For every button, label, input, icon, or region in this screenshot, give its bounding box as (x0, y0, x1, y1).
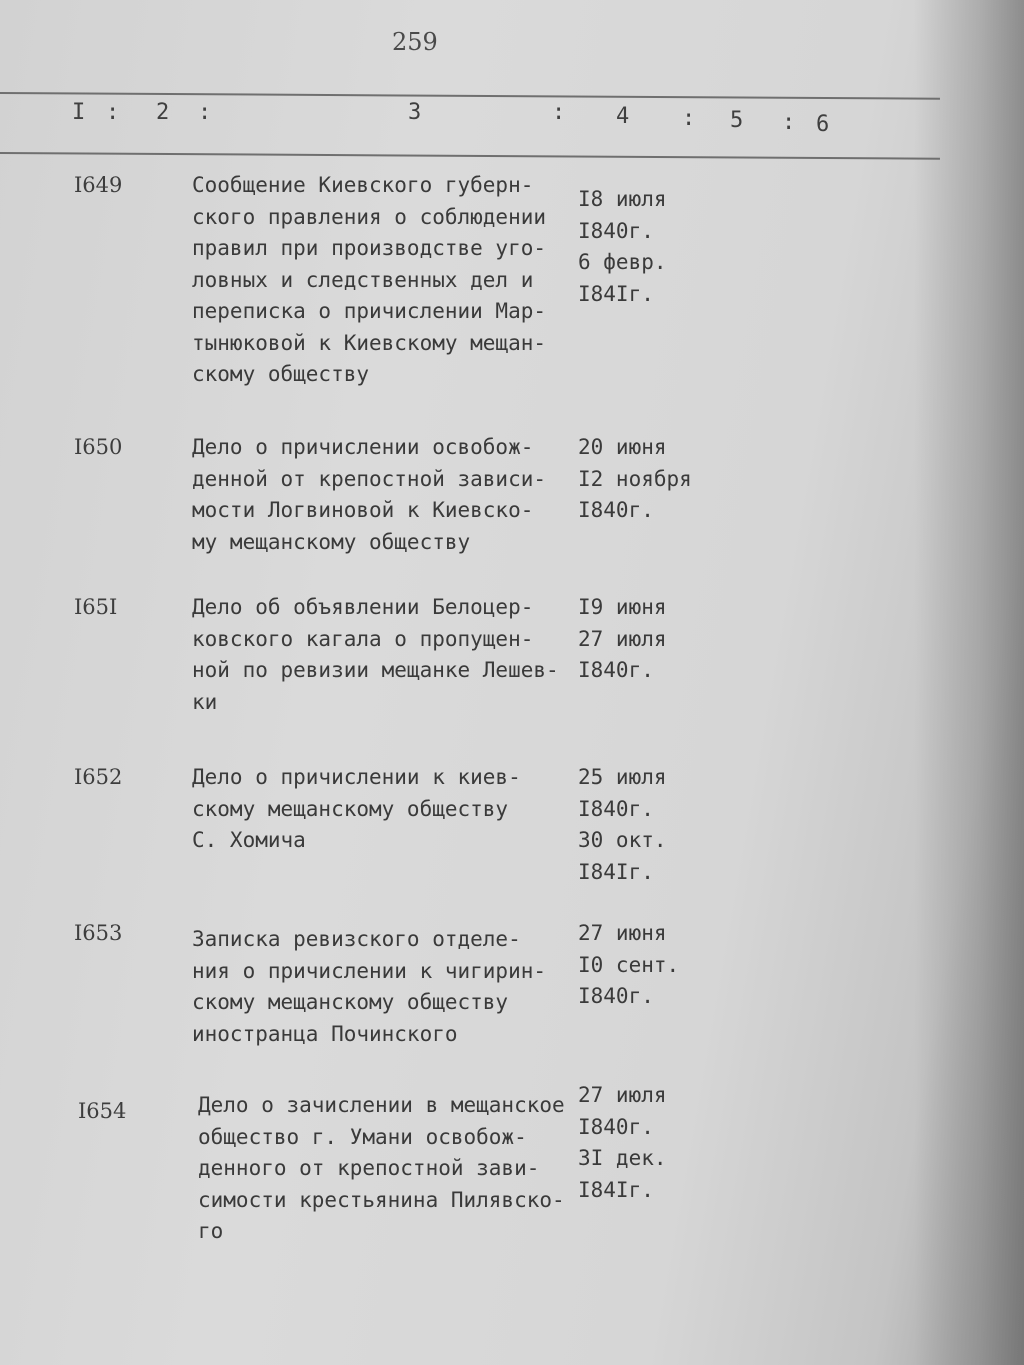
record-dates (578, 184, 748, 310)
column-header-separator: : (106, 100, 120, 125)
description-line: му мещанскому обществу (192, 529, 471, 554)
record-number: I653 (74, 921, 123, 945)
column-header-3: 3 (408, 100, 422, 125)
column-header-4: 4 (616, 104, 630, 129)
description-line: го (198, 1219, 224, 1243)
record-number: I649 (74, 173, 123, 197)
date-line: 27 июня (578, 921, 667, 945)
date-line: I8 июля (578, 187, 667, 211)
record-description (192, 762, 582, 857)
date-line: I840г. (578, 1114, 654, 1139)
record-description (192, 592, 582, 718)
date-line: 3I дек. (578, 1146, 667, 1170)
column-header-1: I (72, 100, 86, 125)
description-line: общество г. Умани освобож- (198, 1124, 527, 1149)
date-line: I840г. (578, 658, 654, 682)
record-description (192, 432, 582, 558)
record-number: I65I (74, 595, 118, 619)
date-line: I84Iг. (578, 1177, 654, 1202)
description-line: Дело о зачислении в мещанское (198, 1093, 565, 1117)
record-description (192, 924, 582, 1050)
record-dates (578, 1080, 748, 1206)
column-header-5: 5 (730, 108, 744, 133)
date-line: I84Iг. (578, 859, 654, 884)
description-line: Дело об объявлении Белоцер- (192, 595, 534, 619)
header-bottom-rule (0, 152, 940, 160)
page-number: 259 (392, 28, 438, 56)
description-line: симости крестьянина Пилявско- (198, 1187, 565, 1212)
record-dates (578, 592, 748, 687)
description-line: иностранца Починского (192, 1021, 458, 1046)
record-number: I650 (74, 435, 123, 459)
description-line: правил при производстве уго- (192, 236, 547, 260)
column-header-separator: : (552, 100, 566, 125)
record-description (198, 1090, 588, 1248)
description-line: скому обществу (192, 362, 370, 386)
description-line: Сообщение Киевского губерн- (192, 173, 534, 197)
date-line: 25 июля (578, 765, 667, 789)
description-line: ловных и следственных дел и (192, 267, 534, 292)
date-line: I840г. (578, 796, 654, 821)
column-header-2: 2 (156, 100, 170, 125)
date-line: I840г. (578, 498, 654, 522)
column-header-separator: : (198, 100, 212, 125)
description-line: ния о причислении к чигирин- (192, 958, 547, 983)
description-line: мости Логвиновой к Киевско- (192, 498, 534, 522)
record-number: I654 (78, 1099, 127, 1123)
description-line: ского правления о соблюдении (192, 204, 547, 229)
record-dates (578, 918, 748, 1013)
date-line: I840г. (578, 218, 654, 243)
date-line: I9 июня (578, 595, 667, 619)
header-top-rule (0, 92, 940, 100)
date-line: 30 окт. (578, 828, 667, 852)
date-line: 27 июля (578, 626, 667, 651)
description-line: денной от крепостной зависи- (192, 466, 547, 491)
description-line: денного от крепостной зави- (198, 1156, 540, 1180)
date-line: I84Iг. (578, 281, 654, 306)
page-edge-shadow (914, 0, 1024, 1365)
description-line: тынюковой к Киевскому мещан- (192, 330, 547, 355)
record-description (192, 170, 582, 391)
date-line: I2 ноября (578, 466, 692, 491)
date-line: I0 сент. (578, 952, 680, 977)
column-header-separator: : (682, 106, 696, 131)
record-dates (578, 762, 748, 888)
description-line: ковского кагала о пропущен- (192, 626, 534, 651)
record-number: I652 (74, 765, 123, 789)
description-line: Дело о причислении освобож- (192, 435, 534, 459)
date-line: 20 июня (578, 435, 667, 459)
record-dates (578, 432, 748, 527)
column-header-separator: : (782, 110, 796, 135)
date-line: I840г. (578, 984, 654, 1008)
date-line: 27 июля (578, 1083, 667, 1107)
description-line: скому мещанскому обществу (192, 796, 509, 821)
date-line: 6 февр. (578, 250, 667, 274)
column-header-6: 6 (816, 112, 830, 137)
description-line: ки (192, 689, 218, 714)
description-line: С. Хомича (192, 828, 306, 852)
description-line: ной по ревизии мещанке Лешев- (192, 658, 559, 682)
description-line: скому мещанскому обществу (192, 990, 509, 1014)
description-line: Дело о причислении к киев- (192, 765, 521, 789)
column-header-row (0, 100, 900, 140)
description-line: Записка ревизского отделе- (192, 927, 521, 951)
description-line: переписка о причислении Мар- (192, 299, 547, 323)
